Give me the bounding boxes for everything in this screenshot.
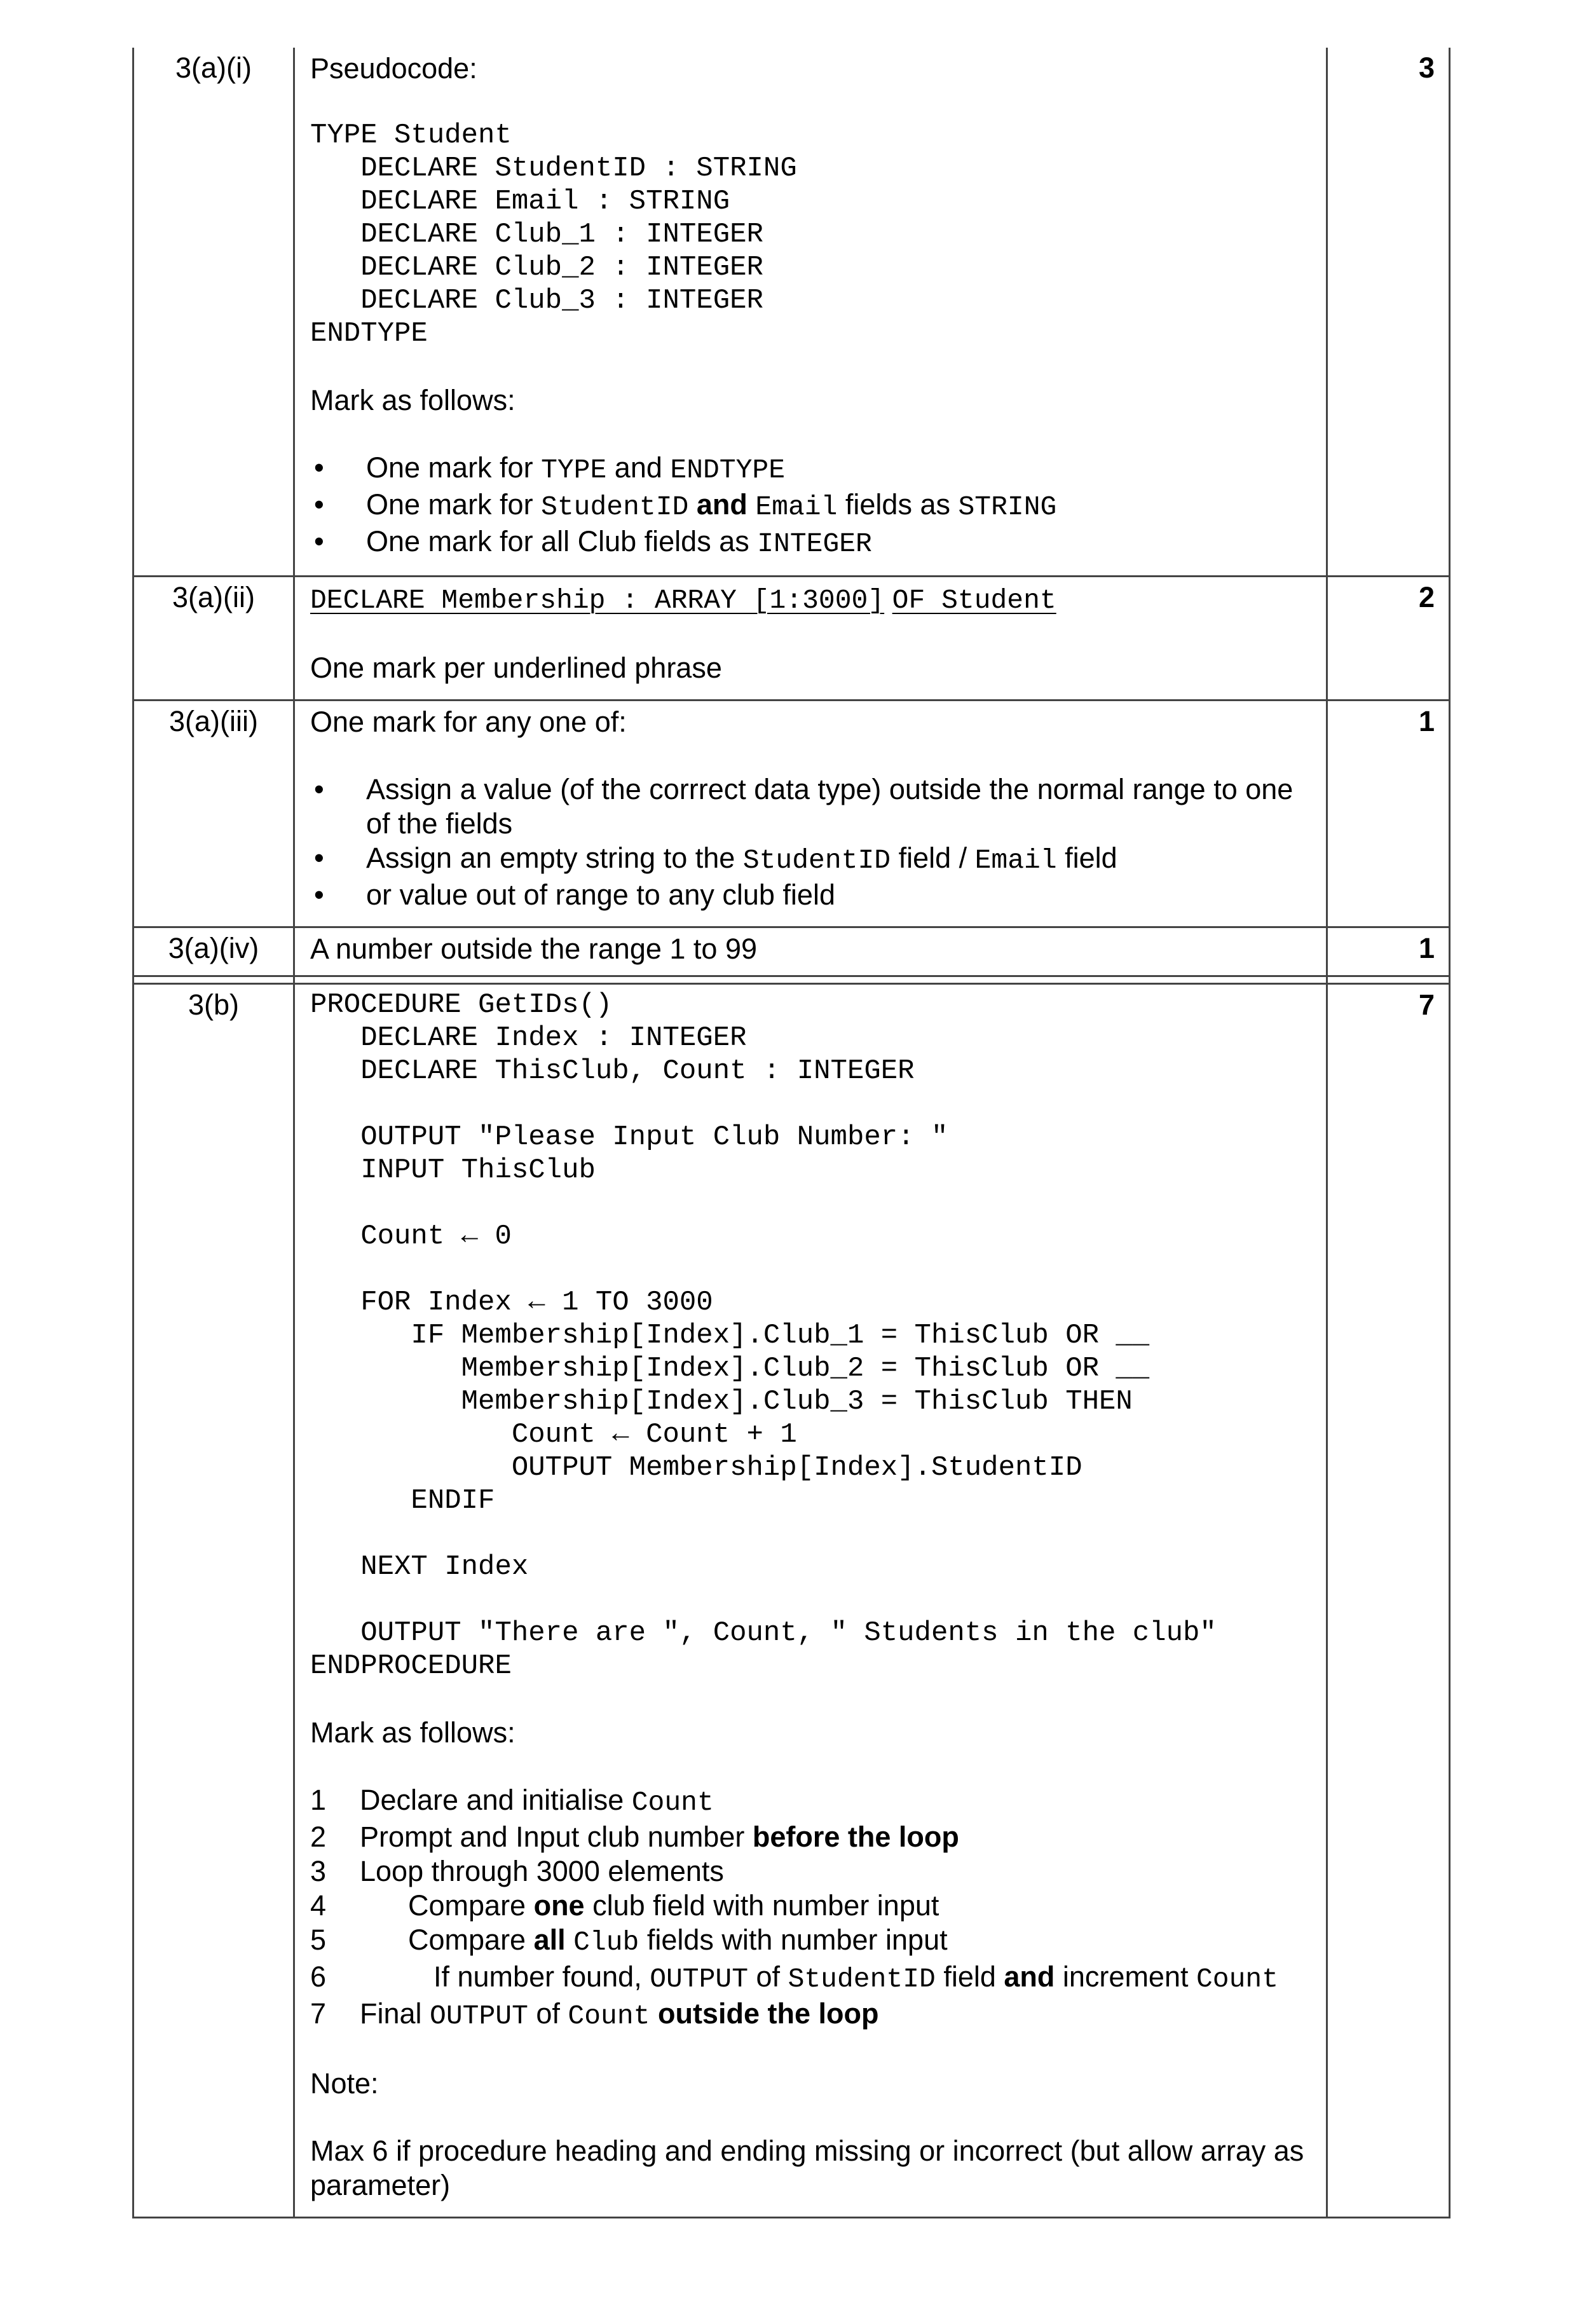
question-number: 3(a)(iii) xyxy=(169,705,258,737)
mark-point: 6 If number found, OUTPUT of StudentID field and increment Count xyxy=(310,1960,1279,1995)
bullet-item: • One mark for StudentID and Email fields as STRING xyxy=(310,488,1311,524)
answer-cell xyxy=(294,577,1327,701)
question-number-cell xyxy=(133,984,294,2218)
code-line: DECLARE Email : STRING xyxy=(310,186,730,217)
marks-cell xyxy=(1327,927,1450,976)
marks-value: 1 xyxy=(1418,705,1435,737)
code-line: DECLARE Club_2 : INTEGER xyxy=(310,252,763,284)
mark-point: 4 Compare one club field with number input xyxy=(310,1889,939,1922)
code-line: DECLARE ThisClub, Count : INTEGER xyxy=(310,1055,915,1087)
bullet-item: • Assign an empty string to the StudentID field / Email field xyxy=(310,841,1311,878)
code-line: DECLARE Index : INTEGER xyxy=(310,1022,747,1054)
note-text: Max 6 if procedure heading and ending missing or incorrect (but allow array as parameter) xyxy=(310,2135,1304,2201)
row-separator xyxy=(133,976,1450,984)
mark-note: One mark per underlined phrase xyxy=(310,652,722,684)
row-3aiii xyxy=(133,701,1450,927)
marks-cell xyxy=(1327,48,1450,577)
pseudocode-block xyxy=(310,119,1311,350)
code-line: ENDTYPE xyxy=(310,318,428,350)
marks-value: 1 xyxy=(1418,932,1435,964)
code-line xyxy=(310,1253,1311,1286)
note-heading: Note: xyxy=(310,2067,379,2100)
code-line: PROCEDURE GetIDs() xyxy=(310,989,613,1021)
code-line: OUTPUT Membership[Index].StudentID xyxy=(310,1452,1082,1484)
mark-bullets xyxy=(310,451,1311,561)
mark-point: 2 Prompt and Input club number before the loop xyxy=(310,1821,959,1853)
question-number-cell xyxy=(133,701,294,927)
mark-scheme-table xyxy=(132,48,1451,2218)
pseudocode-block xyxy=(310,988,1311,1683)
row-3ai xyxy=(133,48,1450,577)
code-line: DECLARE Club_3 : INTEGER xyxy=(310,285,763,317)
underlined-phrase: OF Student xyxy=(892,585,1056,616)
question-number: 3(a)(i) xyxy=(175,51,252,84)
answer-cell xyxy=(294,927,1327,976)
bullet-item: • Assign a value (of the corrrect data type) outside the normal range to one of the fields xyxy=(310,772,1311,841)
code-line: DECLARE Club_1 : INTEGER xyxy=(310,219,763,250)
row-3aii xyxy=(133,577,1450,701)
answer-cell xyxy=(294,701,1327,927)
bullet-item: • or value out of range to any club field xyxy=(310,878,1311,912)
code-line: INPUT ThisClub xyxy=(310,1154,596,1186)
code-line: ENDPROCEDURE xyxy=(310,1650,512,1682)
question-number: 3(a)(iv) xyxy=(168,932,259,964)
code-line: OUTPUT "There are ", Count, " Students in the club" xyxy=(310,1617,1217,1649)
question-number: 3(a)(ii) xyxy=(172,581,255,613)
code-line xyxy=(310,1583,1311,1617)
question-number-cell xyxy=(133,48,294,577)
code-line: OUTPUT "Please Input Club Number: " xyxy=(310,1121,948,1153)
code-line: NEXT Index xyxy=(310,1551,529,1583)
declare-line xyxy=(310,581,1311,618)
answer-cell xyxy=(294,984,1327,2218)
bullet-item: • One mark for TYPE and ENDTYPE xyxy=(310,451,1311,488)
code-line: Membership[Index].Club_2 = ThisClub OR __ xyxy=(310,1353,1150,1384)
mark-intro: Mark as follows: xyxy=(310,1716,515,1749)
code-line: TYPE Student xyxy=(310,120,512,151)
code-line xyxy=(310,1088,1311,1121)
row-3aiv xyxy=(133,927,1450,976)
mark-point: 1 Declare and initialise Count xyxy=(310,1784,714,1818)
marks-value: 7 xyxy=(1418,988,1435,1021)
marks-value: 2 xyxy=(1418,581,1435,613)
mark-points xyxy=(310,1783,1311,2033)
code-line: Count ← 0 xyxy=(310,1220,512,1252)
code-line: DECLARE StudentID : STRING xyxy=(310,153,797,184)
marks-cell xyxy=(1327,984,1450,2218)
question-number-cell xyxy=(133,927,294,976)
answer-heading: Pseudocode: xyxy=(310,52,477,85)
mark-bullets xyxy=(310,772,1311,912)
code-line xyxy=(310,1187,1311,1220)
code-line: IF Membership[Index].Club_1 = ThisClub OR __ xyxy=(310,1320,1150,1351)
underlined-phrase: DECLARE Membership : ARRAY [1:3000] xyxy=(310,585,885,616)
bullet-item: • One mark for all Club fields as INTEGER xyxy=(310,524,1311,561)
answer-cell xyxy=(294,48,1327,577)
code-line: ENDIF xyxy=(310,1485,495,1517)
mark-point: 3 Loop through 3000 elements xyxy=(310,1855,724,1887)
marks-value: 3 xyxy=(1418,51,1435,84)
marks-cell xyxy=(1327,701,1450,927)
code-line xyxy=(310,1517,1311,1550)
code-line: Membership[Index].Club_3 = ThisClub THEN xyxy=(310,1386,1133,1418)
question-number: 3(b) xyxy=(188,988,240,1021)
mark-point: 7 Final OUTPUT of Count outside the loop xyxy=(310,1997,879,2032)
code-line: Count ← Count + 1 xyxy=(310,1419,797,1451)
row-3b xyxy=(133,984,1450,2218)
mark-point: 5 Compare all Club fields with number input xyxy=(310,1924,948,1958)
code-line: FOR Index ← 1 TO 3000 xyxy=(310,1287,713,1318)
answer-text: A number outside the range 1 to 99 xyxy=(310,933,757,965)
marks-cell xyxy=(1327,577,1450,701)
mark-intro: One mark for any one of: xyxy=(310,706,627,738)
mark-intro: Mark as follows: xyxy=(310,384,515,416)
question-number-cell xyxy=(133,577,294,701)
